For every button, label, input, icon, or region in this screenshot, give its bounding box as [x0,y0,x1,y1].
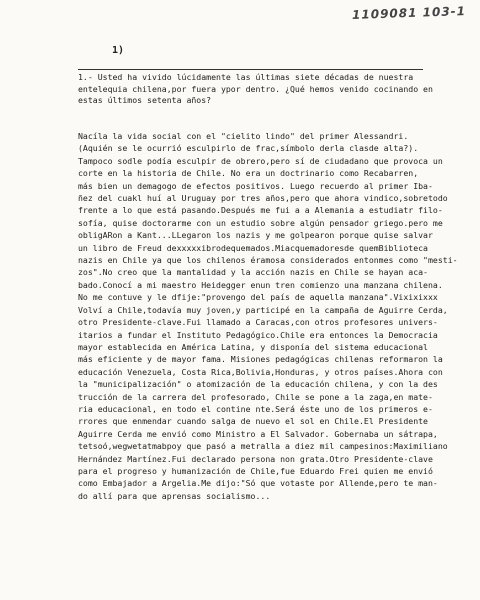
answer-text [78,130,458,502]
answer-line: obligARon a Kant...LLegaron los nazis y me golpearon porque quise salvar [78,230,433,241]
answer-line: la "municipalización" o atomización de la educación chilena, y con la des [78,379,438,390]
answer-line: ñez del cuakl huí al Uruguay por tres años,pero que ahora vindico,sobretodo [78,193,448,204]
answer-line: tetsoó,wegwetatmabpoy que pasó a metralla a diez mil campesinos:Maximiliano [78,441,448,452]
answer-line: Tampoco sodle podía esculpir de obrero,pero sí de ciudadano que provoca un [78,155,443,166]
answer-line: frente a lo que está pasando.Después me fui a a Alemania a estudiatr filo- [78,205,443,216]
answer-line: zos".No creo que la mantalidad y la acción nazis en Chile se hayan aca- [78,267,428,278]
answer-line: otro Presidente-clave.Fui llamado a Caracas,con otros profesores univers- [78,317,438,328]
archive-number: 1109081 103-1 [351,4,467,22]
answer-line: como Embajador a Argelia.Me dijo:"Só que votaste por Allende,pero te man- [78,478,438,489]
answer-line: Nacíla la vida social con el "cielito lindo" del primer Alessandri. [78,131,409,141]
answer-line: más eficiente y de mayor fama. Misiones pedagógicas chilenas reformaron la [78,354,443,365]
answer-line: bado.Conocí a mi maestro Heidegger enun tren comienzo una manzana chilena. [78,279,443,290]
answer-line: No me contuve y le dfije:"provengo del país de aquella manzana".Vixixixxx [78,292,438,303]
answer-line: un libro de Freud dexxxxxibrodequemados.Miacquemadoresde quemBiblioteca [78,242,428,253]
question-rule [78,69,423,70]
section-number: 1) [112,45,125,56]
answer-line: ria educacional, en todo el contine nte.Será éste uno de los primeros e- [78,403,433,414]
answer-line: do allí para que aprensas socialismo... [78,490,271,501]
answer-line: nazis en Chile ya que los chilenos éramosa considerados entonmes como "mesti- [78,255,458,266]
answer-line: mayor establecida en América Latina, y disponía del sistema educacional [78,341,428,352]
answer-line: Aguirre Cerda me envió como Ministro a El Salvador. Gobernaba un sátrapa, [78,428,438,439]
answer-line: trucción de la carrera del profesorado, Chile se pone a la zaga,en mate- [78,391,433,402]
answer-line: corte en la historia de Chile. No era un doctrinario como Recabarren, [78,168,419,179]
answer-line: Volví a Chile,todavía muy joven,y participé en la campaña de Aguirre Cerda, [78,304,448,315]
answer-line: Hernández Martínez.Fui declarado persona non grata.Otro Presidente-clave [78,453,433,464]
answer-line: sofía, quise doctorarme con un estudio sobre algún pensador griego.pero me [78,217,443,228]
answer-line: rrores que enmendar cuando salga de nuevo el sol en Chile.El Presidente [78,416,428,427]
answer-line: itarios a fundar el Instituto Pedagógico.Chile era entonces la Democracia [78,329,438,340]
question-text: 1.- Usted ha vivido lúcidamente las últimas siete décadas de nuestra entelequia chilena,por fuera ypor dentro. ¿Qué hemos venido cocinando en estas últimos setenta años? [78,72,433,105]
answer-line: (Aquién se le ocurrió esculpirlo de frac,símbolo derla clasde alta?). [78,143,419,154]
answer-line: educación Venezuela, Costa Rica,Bolivia,Honduras, y otros países.Ahora con [78,366,443,377]
answer-line: para el progreso y humanización de Chile,fue Eduardo Frei quien me envió [78,465,433,476]
answer-line: más bien un demagogo de efectos positivos. Luego recuerdo al primer Iba- [78,180,433,191]
